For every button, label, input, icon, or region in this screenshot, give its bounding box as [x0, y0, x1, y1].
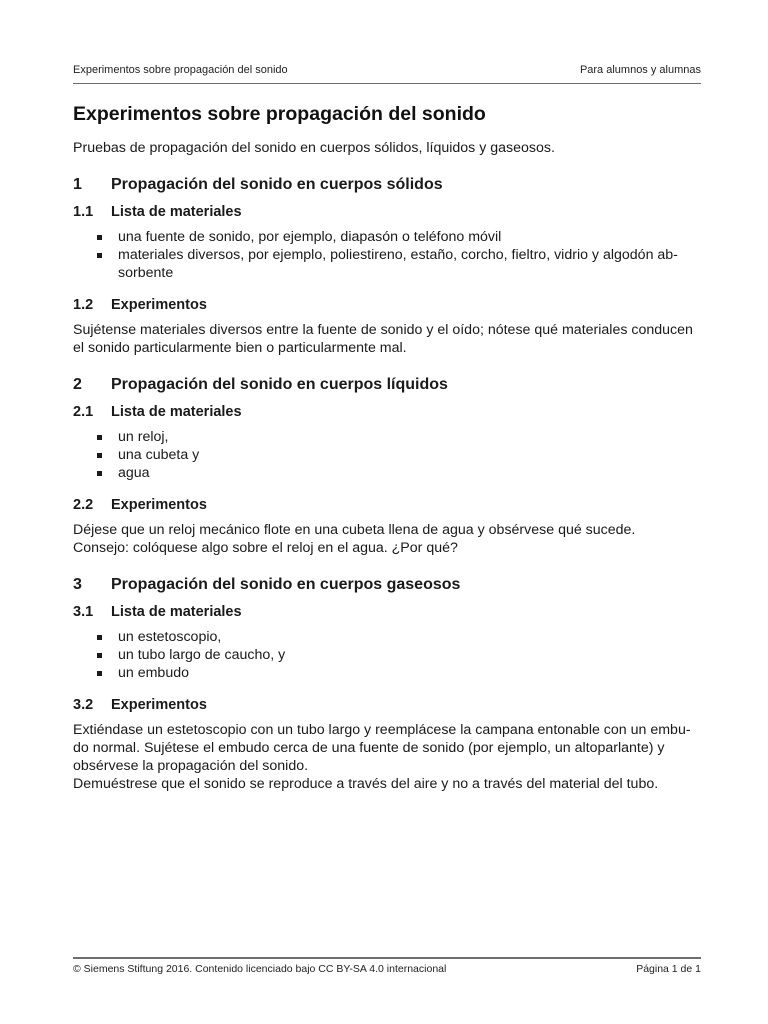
- bullet-square-icon: [97, 453, 102, 458]
- bullet-square-icon: [97, 671, 102, 676]
- experiment-paragraph: [73, 721, 701, 793]
- list-item: [73, 246, 701, 282]
- page-header: [73, 62, 701, 78]
- subsection-1-2: [73, 295, 701, 357]
- bullet-square-icon: [97, 235, 102, 240]
- list-item: [73, 464, 701, 482]
- list-item: [73, 646, 701, 664]
- section-number: 3: [73, 576, 82, 593]
- bullet-square-icon: [97, 653, 102, 658]
- subsection-title: Lista de materiales: [111, 404, 242, 420]
- subsection-number: 3.2: [73, 697, 94, 713]
- list-item: [73, 428, 701, 446]
- section-1: [73, 174, 701, 357]
- subsection-3-2: [73, 695, 701, 793]
- section-2: [73, 374, 701, 557]
- subsection-title: Experimentos: [111, 297, 207, 313]
- footer-page-number: Página 1 de 1: [636, 963, 701, 975]
- subsection-number: 1.2: [73, 297, 94, 313]
- subsection-number: 2.2: [73, 497, 94, 513]
- bullet-square-icon: [97, 253, 102, 258]
- header-divider: [73, 83, 701, 84]
- subsection-heading: [73, 295, 701, 315]
- list-item-text: materiales diversos, por ejemplo, poliestireno, estaño, corcho, fieltro, vidrio y algodón ab- sorbente: [118, 247, 678, 281]
- intro-paragraph: Pruebas de propagación del sonido en cuerpos sólidos, líquidos y gaseosos.: [73, 140, 555, 156]
- section-heading: [73, 374, 701, 396]
- subsection-title: Experimentos: [111, 697, 207, 713]
- bullet-square-icon: [97, 471, 102, 476]
- section-heading: [73, 174, 701, 196]
- experiment-tip: Consejo: colóquese algo sobre el reloj en el agua. ¿Por qué?: [73, 540, 458, 556]
- list-item-text: un embudo: [118, 665, 189, 681]
- list-item: [73, 446, 701, 464]
- subsection-heading: [73, 202, 701, 222]
- header-document-title: Experimentos sobre propagación del sonido: [73, 64, 288, 76]
- section-3: [73, 574, 701, 793]
- subsection-3-1: [73, 602, 701, 682]
- section-number: 2: [73, 376, 82, 393]
- section-heading: [73, 574, 701, 596]
- section-title: Propagación del sonido en cuerpos gaseosos: [111, 576, 461, 593]
- bullet-square-icon: [97, 635, 102, 640]
- list-item-text: una cubeta y: [118, 447, 200, 463]
- document-title: Experimentos sobre propagación del sonido: [73, 103, 486, 125]
- subsection-heading: [73, 602, 701, 622]
- list-item-text: un reloj,: [118, 429, 169, 445]
- subsection-1-1: [73, 202, 701, 282]
- footer-license: © Siemens Stiftung 2016. Contenido licenciado bajo CC BY-SA 4.0 internacional: [73, 963, 447, 975]
- section-title: Propagación del sonido en cuerpos líquidos: [111, 376, 448, 393]
- subsection-2-2: [73, 495, 701, 557]
- materials-list: [73, 428, 701, 482]
- list-item-text: una fuente de sonido, por ejemplo, diapasón o teléfono móvil: [118, 229, 502, 245]
- subsection-number: 1.1: [73, 204, 94, 220]
- section-title: Propagación del sonido en cuerpos sólidos: [111, 176, 443, 193]
- list-item: [73, 664, 701, 682]
- experiment-paragraph: [73, 521, 701, 557]
- experiment-sentence: Déjese que un reloj mecánico flote en una cubeta llena de agua y obsérvese qué sucede.: [73, 522, 636, 538]
- list-item-text: un estetoscopio,: [118, 629, 222, 645]
- subsection-number: 2.1: [73, 404, 94, 420]
- experiment-paragraph: Sujétense materiales diversos entre la fuente de sonido y el oído; nótese qué materiales conducen el sonido particularmente bien o particularmente mal.: [73, 322, 693, 356]
- page-footer: [73, 962, 701, 976]
- section-number: 1: [73, 176, 82, 193]
- bullet-square-icon: [97, 435, 102, 440]
- list-item-text: un tubo largo de caucho, y: [118, 647, 286, 663]
- document-body: [73, 101, 701, 793]
- footer-divider: [73, 957, 701, 959]
- subsection-title: Lista de materiales: [111, 204, 242, 220]
- list-item-text: agua: [118, 465, 150, 481]
- document-page: [73, 0, 701, 1024]
- subsection-heading: [73, 402, 701, 422]
- subsection-title: Lista de materiales: [111, 604, 242, 620]
- materials-list: [73, 628, 701, 682]
- subsection-title: Experimentos: [111, 497, 207, 513]
- experiment-sentence: Extiéndase un estetoscopio con un tubo largo y reemplácese la campana entonable con un embu- do normal. Sujétese el embudo cerca de una fuente de sonido (por ejemplo, un altoparlante) y obsérvese la propagación del sonido.: [73, 722, 691, 774]
- subsection-heading: [73, 495, 701, 515]
- experiment-conclusion: Demuéstrese que el sonido se reproduce a través del aire y no a través del material del tubo.: [73, 776, 659, 792]
- materials-list: [73, 228, 701, 282]
- subsection-heading: [73, 695, 701, 715]
- list-item: [73, 228, 701, 246]
- subsection-number: 3.1: [73, 604, 94, 620]
- subsection-2-1: [73, 402, 701, 482]
- list-item: [73, 628, 701, 646]
- header-audience: Para alumnos y alumnas: [579, 64, 701, 76]
